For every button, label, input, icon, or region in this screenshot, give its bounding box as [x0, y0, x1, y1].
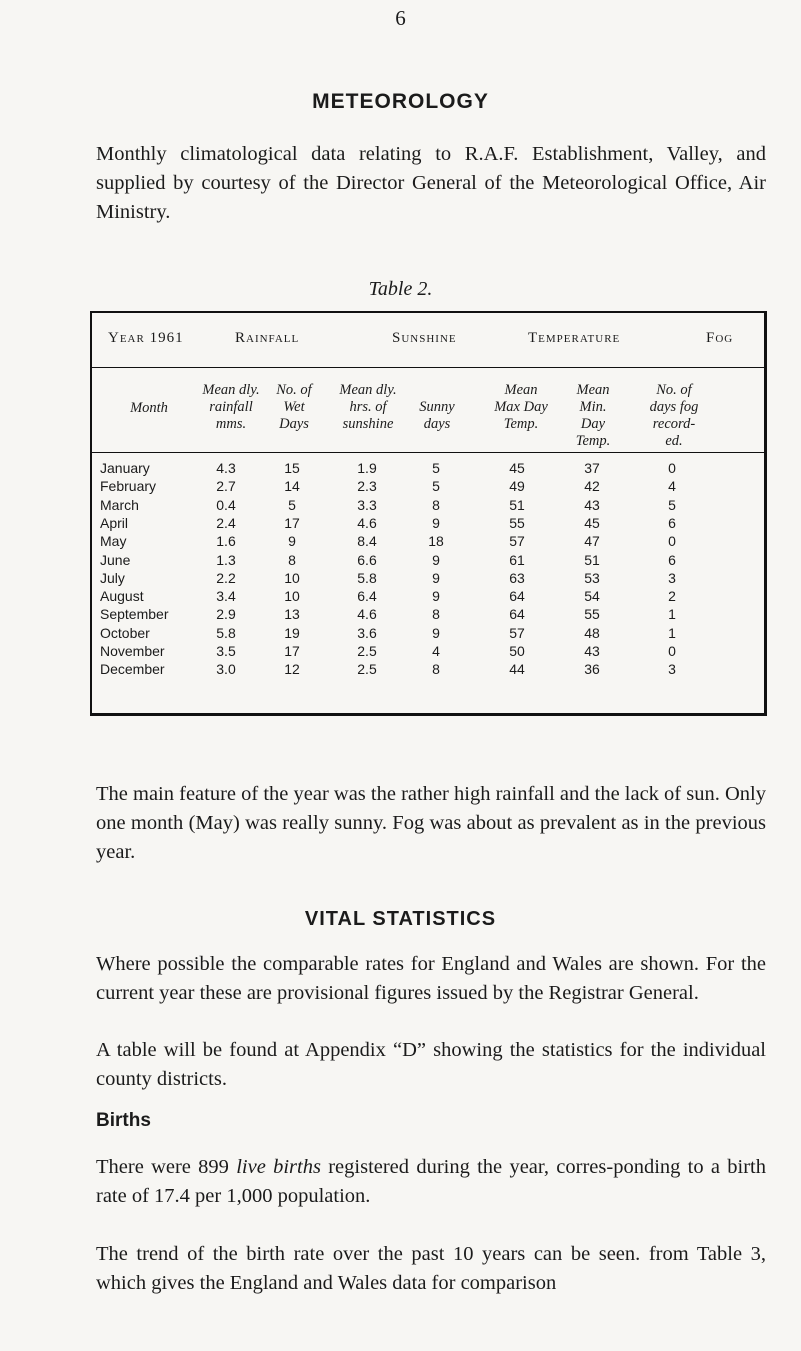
cell-sun: 2.5 — [357, 643, 377, 659]
cell-fog: 3 — [668, 661, 676, 678]
cell-rain: 4.3 — [216, 460, 236, 476]
col-sunshine-hrs — [330, 382, 406, 433]
cell-fog: 5 — [668, 496, 676, 513]
vital-paragraph-2: A table will be found at Appendix “D” showing the statistics for the individual county districts. — [96, 1039, 766, 1090]
cell-month: September — [100, 606, 169, 623]
cell-max: 64 — [509, 588, 525, 605]
cell-rain: 3.5 — [216, 643, 236, 659]
col-sunny-l1: Sunny — [419, 399, 455, 415]
cell-min: 45 — [584, 514, 600, 531]
cell-month: January — [100, 460, 150, 476]
cell-max: 51 — [509, 496, 525, 513]
col-min-l2: Min. — [579, 399, 607, 415]
col-rainfall-l1: Mean dly. — [202, 382, 260, 398]
cell-fog: 6 — [668, 551, 676, 568]
col-fog-days — [636, 382, 712, 450]
cell-min: 51 — [584, 551, 600, 568]
cell-rain: 5.8 — [216, 624, 236, 641]
climate-table — [90, 311, 767, 716]
table-row — [92, 643, 764, 661]
cell-wet: 13 — [284, 606, 300, 623]
col-wet-l3: Days — [279, 416, 309, 432]
cell-rain: 2.7 — [216, 478, 236, 495]
cell-month: June — [100, 551, 131, 568]
col-wet-l2: Wet — [283, 399, 305, 415]
cell-wet: 10 — [284, 569, 300, 586]
cell-rain: 2.9 — [216, 606, 236, 623]
cell-month: March — [100, 496, 139, 513]
cell-max: 57 — [509, 533, 525, 550]
cell-sun: 4.6 — [357, 514, 377, 531]
cell-sun: 2.3 — [357, 478, 377, 495]
cell-min: 54 — [584, 588, 600, 605]
cell-max: 49 — [509, 478, 525, 495]
group-year: Year 1961 — [108, 330, 184, 346]
table-row — [92, 497, 764, 515]
cell-rain: 0.4 — [216, 496, 236, 513]
cell-sunny: 9 — [432, 588, 440, 605]
table-caption: Table 2. — [368, 278, 433, 300]
table-row — [92, 588, 764, 606]
col-sunny-l2: days — [423, 416, 451, 432]
cell-wet: 8 — [288, 551, 296, 568]
table-row — [92, 661, 764, 679]
col-wet-days — [264, 382, 324, 433]
table-row — [92, 552, 764, 570]
cell-month: November — [100, 643, 165, 659]
col-fog-l2: days fog — [649, 399, 699, 415]
cell-wet: 5 — [288, 496, 296, 513]
table-column-header — [92, 368, 764, 453]
group-rainfall: Rainfall — [235, 330, 300, 346]
births-paragraph-2: The trend of the birth rate over the past 10 years can be seen. from Table 3, which gives the England and Wales data for comparison — [96, 1243, 766, 1294]
cell-sunny: 5 — [432, 460, 440, 476]
col-month: Month — [130, 400, 168, 416]
cell-min: 36 — [584, 661, 600, 678]
cell-max: 44 — [509, 661, 525, 678]
cell-max: 50 — [509, 643, 525, 659]
cell-fog: 6 — [668, 514, 676, 531]
cell-fog: 0 — [668, 460, 676, 476]
section-title-vital-statistics: VITAL STATISTICS — [304, 908, 497, 930]
cell-sunny: 9 — [432, 569, 440, 586]
cell-fog: 2 — [668, 588, 676, 605]
col-rainfall-l2: rainfall — [209, 399, 253, 415]
cell-sunny: 8 — [432, 606, 440, 623]
cell-min: 47 — [584, 533, 600, 550]
cell-month: February — [100, 478, 157, 495]
cell-fog: 1 — [668, 606, 676, 623]
cell-wet: 15 — [284, 460, 300, 476]
cell-sun: 6.6 — [357, 551, 377, 568]
cell-sun: 4.6 — [357, 606, 377, 623]
cell-month: May — [100, 533, 127, 550]
col-fog-l3: record- — [652, 416, 696, 432]
cell-max: 64 — [509, 606, 525, 623]
cell-sun: 3.6 — [357, 624, 377, 641]
table-row — [92, 625, 764, 643]
cell-rain: 3.4 — [216, 588, 236, 605]
cell-sunny: 8 — [432, 661, 440, 678]
intro-paragraph: Monthly climatological data relating to R.A.F. Establishment, Valley, and supplied by courtesy of the Director General of the Meteorological Office, Air Ministry. — [96, 143, 766, 223]
cell-min: 55 — [584, 606, 600, 623]
cell-sunny: 9 — [432, 551, 440, 568]
col-min-l1: Mean — [576, 382, 610, 398]
births-p1-part-a: There were 899 — [96, 1156, 237, 1178]
col-fog-l4: ed. — [665, 433, 683, 449]
cell-sunny: 8 — [432, 496, 440, 513]
cell-max: 45 — [509, 460, 525, 476]
cell-fog: 4 — [668, 478, 676, 495]
cell-month: October — [100, 624, 150, 641]
summary-paragraph: The main feature of the year was the rather high rainfall and the lack of sun. Only one month (May) was really sunny. Fog was about as prevalent as in the previous year. — [96, 783, 766, 863]
births-p1-part-b: registered during the year, corres-ponding to a birth rate of 17.4 per 1,000 population. — [96, 1156, 766, 1207]
group-sunshine: Sunshine — [392, 330, 457, 346]
births-paragraph-1 — [96, 1153, 766, 1211]
cell-rain: 1.3 — [216, 551, 236, 568]
table-row — [92, 570, 764, 588]
cell-wet: 17 — [284, 643, 300, 659]
cell-sunny: 9 — [432, 624, 440, 641]
cell-max: 57 — [509, 624, 525, 641]
cell-fog: 0 — [668, 643, 676, 659]
col-sunny-days — [410, 399, 464, 433]
cell-fog: 3 — [668, 569, 676, 586]
col-min-l4: Temp. — [575, 433, 611, 449]
cell-min: 53 — [584, 569, 600, 586]
cell-sun: 8.4 — [357, 533, 377, 550]
cell-sun: 6.4 — [357, 588, 377, 605]
table-row — [92, 533, 764, 551]
cell-wet: 10 — [284, 588, 300, 605]
cell-wet: 19 — [284, 624, 300, 641]
cell-rain: 1.6 — [216, 533, 236, 550]
col-min-temp — [560, 382, 626, 450]
cell-sunny: 18 — [428, 533, 444, 550]
cell-min: 48 — [584, 624, 600, 641]
group-temperature: Temperature — [528, 330, 621, 346]
col-max-l3: Temp. — [503, 416, 539, 432]
cell-min: 43 — [584, 496, 600, 513]
cell-wet: 9 — [288, 533, 296, 550]
cell-min: 43 — [584, 643, 600, 659]
col-fog-l1: No. of — [656, 382, 692, 398]
cell-min: 37 — [584, 460, 600, 476]
cell-max: 61 — [509, 551, 525, 568]
col-sun-l1: Mean dly. — [339, 382, 397, 398]
cell-max: 63 — [509, 569, 525, 586]
cell-fog: 1 — [668, 624, 676, 641]
col-rainfall-l3: mms. — [215, 416, 247, 432]
cell-month: December — [100, 661, 165, 678]
table-row — [92, 606, 764, 624]
col-sun-l2: hrs. of — [349, 399, 387, 415]
cell-sunny: 5 — [432, 478, 440, 495]
cell-fog: 0 — [668, 533, 676, 550]
col-rainfall — [192, 382, 270, 433]
col-max-temp — [476, 382, 566, 433]
col-max-l1: Mean — [504, 382, 538, 398]
page-number: 6 — [395, 6, 406, 30]
cell-rain: 2.4 — [216, 514, 236, 531]
subsection-title-births: Births — [96, 1110, 151, 1131]
cell-month: April — [100, 514, 129, 531]
table-row — [92, 515, 764, 533]
cell-sun: 3.3 — [357, 496, 377, 513]
cell-wet: 12 — [284, 661, 300, 678]
col-min-l3: Day — [580, 416, 606, 432]
cell-sunny: 9 — [432, 514, 440, 531]
cell-wet: 14 — [284, 478, 300, 495]
cell-sun: 2.5 — [357, 661, 377, 678]
table-group-header — [92, 313, 764, 368]
group-fog: Fog — [706, 330, 734, 346]
vital-paragraph-1: Where possible the comparable rates for England and Wales are shown. For the current year these are provisional figures issued by the Registrar General. — [96, 953, 766, 1004]
cell-max: 55 — [509, 514, 525, 531]
cell-month: July — [100, 569, 125, 586]
col-sun-l3: sunshine — [342, 416, 394, 432]
cell-sunny: 4 — [432, 643, 440, 659]
cell-min: 42 — [584, 478, 600, 495]
col-max-l2: Max Day — [494, 399, 548, 415]
col-wet-l1: No. of — [276, 382, 312, 398]
cell-sun: 5.8 — [357, 569, 377, 586]
section-title-meteorology: METEOROLOGY — [312, 90, 489, 113]
cell-sun: 1.9 — [357, 460, 377, 476]
cell-rain: 3.0 — [216, 661, 236, 678]
cell-month: August — [100, 588, 144, 605]
table-row — [92, 460, 764, 478]
cell-wet: 17 — [284, 514, 300, 531]
table-row — [92, 478, 764, 496]
births-p1-emphasis: live births — [236, 1156, 321, 1178]
cell-rain: 2.2 — [216, 569, 236, 586]
